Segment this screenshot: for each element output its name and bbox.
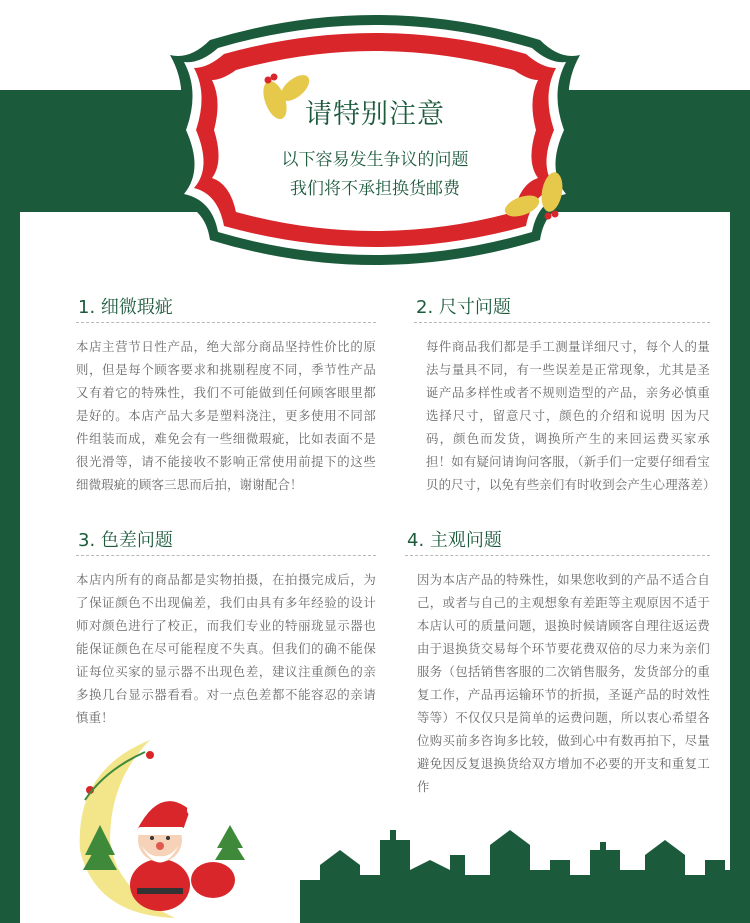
section-color-difference	[76, 527, 376, 729]
village-skyline-silhouette	[300, 820, 750, 923]
section-title: 3. 色差问题	[76, 527, 376, 556]
section-body: 本店内所有的商品都是实物拍摄，在拍摄完成后，为了保证颜色不出现偏差，我们由具有多年经验的设计师对颜色进行了校正，而我们专业的特丽珑显示器也能保证颜色在尽可能程度不失真。但我们的确不能保证每位买家的显示器不出现色差，建议注重颜色的亲多换几台显示器看看。对一点色差都不能容忍的亲请慎重！	[76, 572, 376, 725]
christmas-tree-icon	[215, 825, 245, 860]
section-minor-flaws	[76, 294, 376, 496]
section-title: 1. 细微瑕疵	[76, 294, 376, 323]
section-title: 4. 主观问题	[405, 527, 710, 556]
notice-line-2: 我们将不承担换货邮费	[290, 179, 460, 199]
section-body: 本店主营节日性产品，绝大部分商品坚持性价比的原则，但是每个顾客要求和挑剔程度不同，季节性产品又有着它的特殊性，我们不可能做到任何顾客眼里都是好的。本店产品大多是塑料浇注，更多使用不同部件组装而成，难免会有一些细微瑕疵，比如表面不是很光滑等，请不能接收不影响正常使用前提下的这些细微瑕疵的顾客三思而后拍，谢谢配合！	[76, 339, 376, 492]
notice-title: 请特别注意	[305, 99, 445, 130]
notice-line-1: 以下容易发生争议的问题	[281, 150, 469, 170]
section-body: 每件商品我们都是手工测量详细尺寸，每个人的量法与量具不同，有一些误差是正常现象，尤其是圣诞产品多样性或者不规则造型的产品，亲务必慎重选择尺寸，留意尺寸，颜色的介绍和说明 因为尺码，颜色而发货，调换所产生的来回运费买家承担！如有疑问请询问客服，（新手们一定要仔细看宝贝的尺寸，以免有些亲们有时收到会产生心理落差）	[426, 339, 716, 492]
section-subjective-issues	[405, 527, 710, 798]
section-size-issues	[414, 294, 716, 496]
section-body: 因为本店产品的特殊性，如果您收到的产品不适合自己，或者与自己的主观想象有差距等主观原因不适于本店认可的质量问题，退换时候请顾客自理往返运费由于退换货交易每个环节要花费双倍的尽力来为亲们服务（包括销售客服的二次销售服务，发货部分的重复工作，产品再运输环节的折损，圣诞产品的时效性等等）不仅仅只是简单的运费问题，所以衷心希望各位购买前多咨询多比较，做到心中有数再拍下，尽量避免因反复退换货给双方增加不必要的开支和重复工作	[417, 572, 710, 794]
section-title: 2. 尺寸问题	[414, 294, 710, 323]
santa-on-moon-illustration	[55, 730, 275, 923]
